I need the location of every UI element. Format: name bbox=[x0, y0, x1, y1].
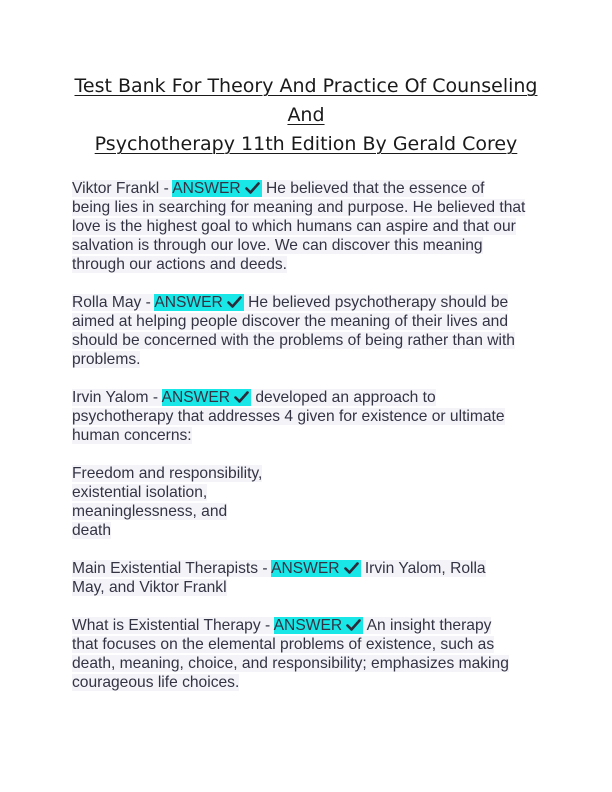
qa-answer-line: death, meaning, choice, and responsibility; emphasizes making bbox=[72, 655, 509, 672]
title-line-3: Psychotherapy 11th Edition By Gerald Corey bbox=[94, 133, 518, 155]
qa-item-what-is-existential-therapy bbox=[72, 616, 542, 692]
qa-answer-line: human concerns: bbox=[72, 427, 192, 444]
answer-tag bbox=[154, 294, 243, 311]
check-icon bbox=[234, 391, 249, 403]
qa-term: Irvin Yalom - bbox=[72, 389, 162, 406]
check-icon bbox=[245, 182, 260, 194]
answer-tag bbox=[172, 180, 261, 197]
qa-answer-line: salvation is through our love. We can discover this meaning bbox=[72, 237, 483, 254]
qa-answer-line: love is the highest goal to which humans can aspire and that our bbox=[72, 218, 516, 235]
qa-answer-line: psychotherapy that addresses 4 given for existence or ultimate bbox=[72, 408, 505, 425]
qa-item-main-existential-therapists bbox=[72, 559, 542, 597]
qa-item-irvin-yalom bbox=[72, 388, 542, 445]
check-icon bbox=[227, 296, 242, 308]
answer-label: ANSWER bbox=[161, 389, 231, 406]
qa-term: Main Existential Therapists - bbox=[72, 560, 272, 577]
answer-label: ANSWER bbox=[273, 617, 343, 634]
answer-tag bbox=[271, 560, 360, 577]
qa-answer-line: that focuses on the elemental problems of existence, such as bbox=[72, 636, 495, 653]
title-line-1: Test Bank For Theory And Practice Of Counseling bbox=[74, 75, 538, 97]
qa-term: Rolla May - bbox=[72, 294, 155, 311]
list-item: Freedom and responsibility, bbox=[72, 465, 263, 482]
answer-label: ANSWER bbox=[172, 180, 241, 197]
answer-label: ANSWER bbox=[271, 560, 340, 577]
qa-answer-line: May, and Viktor Frankl bbox=[72, 579, 227, 596]
qa-answer-line: being lies in searching for meaning and purpose. He believed that bbox=[72, 199, 526, 216]
qa-answer-start: An insight therapy bbox=[363, 617, 492, 634]
qa-answer-line: through our actions and deeds. bbox=[72, 256, 288, 273]
check-icon bbox=[344, 562, 359, 574]
ultimate-concerns-list bbox=[72, 464, 542, 540]
check-icon bbox=[346, 619, 361, 631]
title-line-2: And bbox=[287, 104, 325, 126]
qa-answer-start: He believed that the essence of bbox=[261, 180, 485, 197]
qa-answer-line: problems. bbox=[72, 351, 141, 368]
qa-answer-line: should be concerned with the problems of being rather than with bbox=[72, 332, 515, 349]
answer-label: ANSWER bbox=[154, 294, 223, 311]
list-item: existential isolation, bbox=[72, 484, 208, 501]
qa-answer-start: He believed psychotherapy should be bbox=[243, 294, 509, 311]
qa-answer-line: aimed at helping people discover the meaning of their lives and bbox=[72, 313, 509, 330]
qa-term: What is Existential Therapy - bbox=[72, 617, 274, 634]
list-item: meaninglessness, and bbox=[72, 503, 228, 520]
qa-item-rolla-may bbox=[72, 293, 542, 369]
qa-list bbox=[72, 179, 542, 711]
list-item: death bbox=[72, 522, 112, 539]
qa-answer-start: Irvin Yalom, Rolla bbox=[360, 560, 486, 577]
qa-item-viktor-frankl bbox=[72, 179, 542, 274]
answer-tag bbox=[274, 617, 363, 634]
document-title bbox=[60, 72, 552, 159]
qa-answer-line: courageous life choices. bbox=[72, 674, 240, 691]
answer-tag bbox=[162, 389, 251, 406]
qa-answer-start: developed an approach to bbox=[251, 389, 436, 406]
qa-term: Viktor Frankl - bbox=[72, 180, 173, 197]
